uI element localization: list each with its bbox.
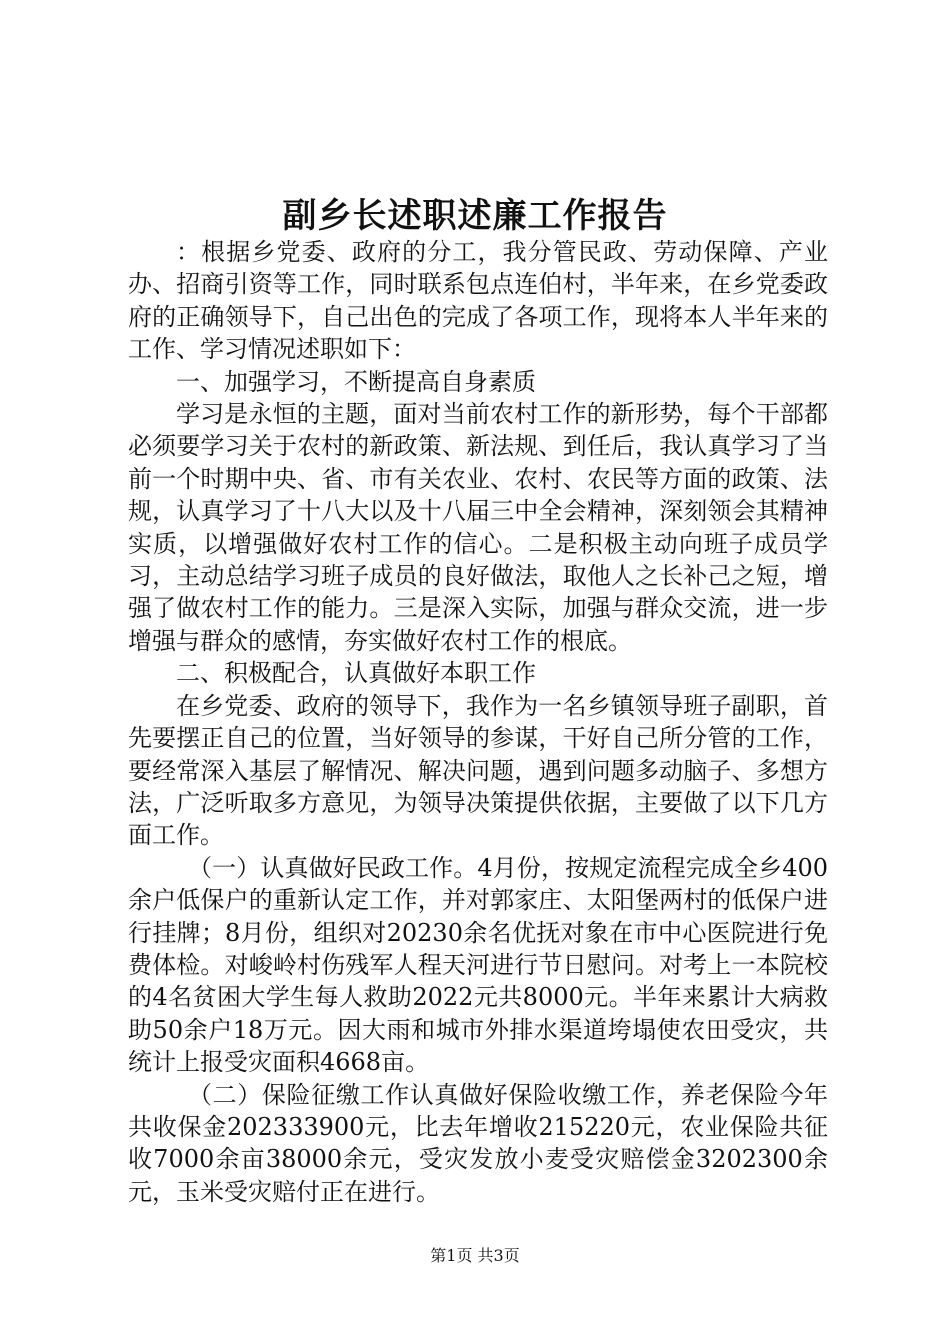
paragraph-duties: 在乡党委、政府的领导下，我作为一名乡镇领导班子副职，首先要摆正自己的位置，当好领导的参谋，干好自己所分管的工作，要经常深入基层了解情况、解决问题，遇到问题多动脑子、多想方法，广泛听取多方意见，为领导决策提供依据，主要做了以下几方面工作。 [128, 691, 828, 850]
paragraph-insurance: （二）保险征缴工作认真做好保险收缴工作，养老保险今年共收保金202333900元，比去年增收215220元，农业保险共征收7000余亩38000余元，受灾发放小麦受灾赔偿金3202300余元，玉米受灾赔付正在进行。 [128, 1080, 828, 1206]
section-heading-1: 一、加强学习，不断提高自身素质 [176, 367, 536, 396]
document-body [128, 236, 828, 1208]
paragraph-intro: ：根据乡党委、政府的分工，我分管民政、劳动保障、产业办、招商引资等工作，同时联系包点连伯村，半年来，在乡党委政府的正确领导下，自己出色的完成了各项工作，现将本人半年来的工作、学习情况述职如下： [128, 238, 828, 364]
paragraph-study: 学习是永恒的主题，面对当前农村工作的新形势，每个干部都必须要学习关于农村的新政策、新法规、到任后，我认真学习了当前一个时期中央、省、市有关农业、农村、农民等方面的政策、法规，认真学习了十八大以及十八届三中全会精神，深刻领会其精神实质，以增强做好农村工作的信心。二是积极主动向班子成员学习，主动总结学习班子成员的良好做法，取他人之长补己之短，增强了做农村工作的能力。三是深入实际，加强与群众交流，进一步增强与群众的感情，夯实做好农村工作的根底。 [128, 400, 828, 655]
paragraph-civil-affairs: （一）认真做好民政工作。4月份，按规定流程完成全乡400余户低保户的重新认定工作，并对郭家庄、太阳堡两村的低保户进行挂牌；8月份，组织对20230余名优抚对象在市中心医院进行免费体检。对峻岭村伤残军人程天河进行节日慰问。对考上一本院校的4名贫困大学生每人救助2022元共8000元。半年来累计大病救助50余户18万元。因大雨和城市外排水渠道垮塌使农田受灾，共统计上报受灾面积4668亩。 [128, 853, 828, 1077]
document-title: 副乡长述职述廉工作报告 [282, 196, 668, 236]
page-footer: 第1页 共3页 [430, 1246, 520, 1265]
section-heading-2: 二、积极配合，认真做好本职工作 [176, 659, 536, 688]
